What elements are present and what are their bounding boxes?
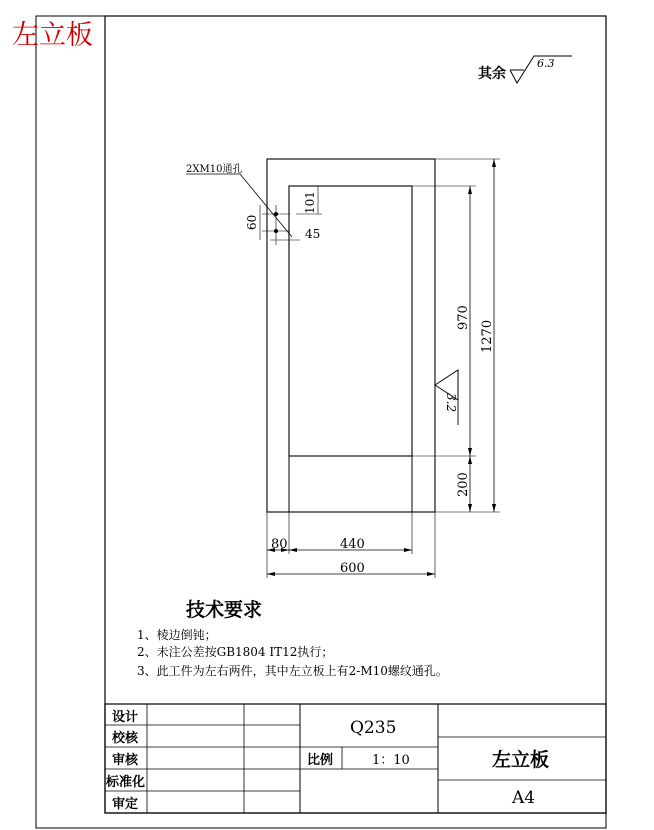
tb-role-standard: 标准化 — [106, 775, 146, 790]
dim-60: 60 — [245, 214, 259, 230]
vertical-dimensions — [412, 159, 500, 512]
roughness-value: 3.2 — [444, 393, 458, 413]
tech-item-3: 3、此工件为左右两件，其中左立板上有2-M10螺纹通孔。 — [137, 664, 448, 678]
tb-scale-value: 1：10 — [372, 753, 410, 768]
tb-role-review: 审核 — [112, 753, 139, 768]
dim-200: 200 — [456, 472, 471, 497]
dim-970: 970 — [456, 305, 471, 330]
hole-callout — [186, 162, 322, 245]
tb-scale-label: 比例 — [307, 753, 334, 768]
tb-part-name: 左立板 — [492, 749, 550, 771]
dim-440: 440 — [340, 537, 365, 552]
dim-1270: 1270 — [480, 319, 495, 353]
tb-role-check: 校核 — [112, 731, 139, 746]
horizontal-dimensions — [267, 512, 435, 578]
plate-outline — [267, 159, 435, 512]
inner-frame — [105, 16, 606, 813]
tech-item-2: 2、未注公差按GB1804 IT12执行； — [137, 645, 334, 659]
hole-note: 2XM10通孔 — [186, 164, 243, 175]
tech-item-1: 1、棱边倒钝； — [137, 628, 217, 642]
dim-101: 101 — [303, 191, 317, 214]
technical-requirements — [137, 598, 448, 678]
tb-sheet-size: A4 — [512, 788, 536, 808]
roughness-local — [435, 370, 458, 425]
dim-80: 80 — [271, 537, 288, 552]
roughness-other — [478, 56, 572, 83]
roughness-other-label: 其余 — [478, 66, 506, 82]
tb-role-approve: 审定 — [112, 797, 139, 812]
part-view — [267, 159, 435, 512]
outer-frame — [36, 16, 606, 828]
dim-45: 45 — [305, 227, 321, 241]
tb-role-design: 设计 — [112, 710, 139, 725]
corner-label: 左立板 — [12, 20, 93, 51]
tech-title: 技术要求 — [186, 599, 263, 621]
tb-material: Q235 — [350, 718, 397, 738]
roughness-other-value: 6.3 — [537, 57, 555, 70]
dim-600: 600 — [340, 561, 365, 576]
title-block — [105, 704, 606, 813]
